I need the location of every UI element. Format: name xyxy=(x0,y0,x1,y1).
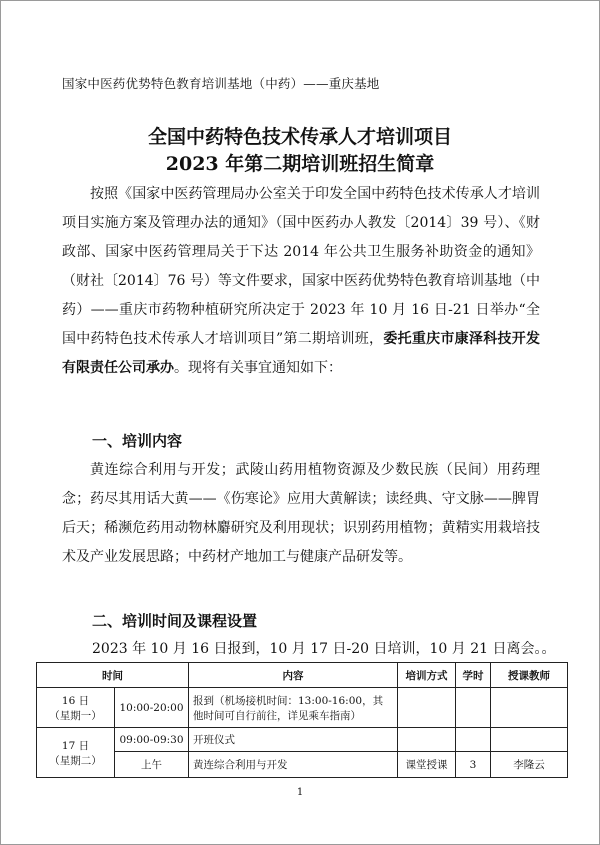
section-heading-schedule: 二、培训时间及课程设置 xyxy=(92,612,258,630)
content-cell: 开班仪式 xyxy=(189,728,398,752)
teacher-cell xyxy=(491,688,568,728)
hours-cell xyxy=(456,728,491,752)
method-cell xyxy=(398,688,456,728)
table-row xyxy=(37,728,568,752)
section-heading-training-content: 一、培训内容 xyxy=(92,432,183,450)
header-method: 培训方式 xyxy=(398,663,456,688)
header-content: 内容 xyxy=(189,663,398,688)
document-title-line2: 2023 年第二期培训班招生简章 xyxy=(165,153,435,175)
intro-paragraph xyxy=(62,180,540,383)
document-title-line1: 全国中药特色技术传承人才培训项目 xyxy=(147,126,452,148)
hours-cell: 3 xyxy=(456,752,491,778)
intro-bold-text: 委托重庆市康泽科技开发有限责任公司承办 xyxy=(62,331,541,376)
header-teacher: 授课教师 xyxy=(491,663,568,688)
intro-tail: 。现将有关事宜通知如下： xyxy=(174,360,342,376)
document-header: 国家中医药优势特色教育培训基地（中药）——重庆基地 xyxy=(62,76,380,91)
header-time: 时间 xyxy=(37,663,189,688)
table-row xyxy=(37,752,568,778)
time-cell: 10:00-20:00 xyxy=(115,688,189,728)
intro-text: 按照《国家中医药管理局办公室关于印发全国中药特色技术传承人才培训项目实施方案及管理办法的通知》（国中医药办人教发〔2014〕39 号）、《财政部、国家中医药管理局关于下达 2014 年公共卫生服务补助资金的通知》（财社〔2014〕76 号）等文件要求，国家中医药优势特色教育培训基地（中药）——重庆市药物种植研究所决定于 2023 年 10 月 16 日-21 日举办“全国中药特色技术传承人才培训项目”第二期培训班， xyxy=(62,186,540,347)
method-cell xyxy=(398,728,456,752)
date-cell: 17 日 （星期二） xyxy=(37,728,115,778)
method-cell: 课堂授课 xyxy=(398,752,456,778)
header-hours: 学时 xyxy=(456,663,491,688)
hours-cell xyxy=(456,688,491,728)
training-content-paragraph: 黄连综合利用与开发；武陵山药用植物资源及少数民族（民间）用药理念；药尽其用话大黄——《伤寒论》应用大黄解读；读经典、守文脉——脾胃后天；稀濒危药用动物林麝研究及利用现状；识别药用植物；黄精实用栽培技术及产业发展思路；中药材产地加工与健康产品研发等。 xyxy=(62,462,540,565)
teacher-cell xyxy=(491,728,568,752)
schedule-paragraph: 2023 年 10 月 16 日报到，10 月 17 日-20 日培训，10 月 21 日离会。。 xyxy=(92,641,556,657)
time-cell: 09:00-09:30 xyxy=(115,728,189,752)
page-number: 1 xyxy=(296,787,304,798)
content-cell: 黄连综合利用与开发 xyxy=(189,752,398,778)
schedule-table xyxy=(36,662,568,778)
teacher-cell: 李隆云 xyxy=(491,752,568,778)
table-row xyxy=(37,688,568,728)
date-cell: 16 日 （星期一） xyxy=(37,688,115,728)
table-header-row xyxy=(37,663,568,688)
content-cell: 报到（机场接机时间：13:00-16:00，其他时间可自行前往，详见乘车指南） xyxy=(189,688,398,728)
time-cell: 上午 xyxy=(115,752,189,778)
